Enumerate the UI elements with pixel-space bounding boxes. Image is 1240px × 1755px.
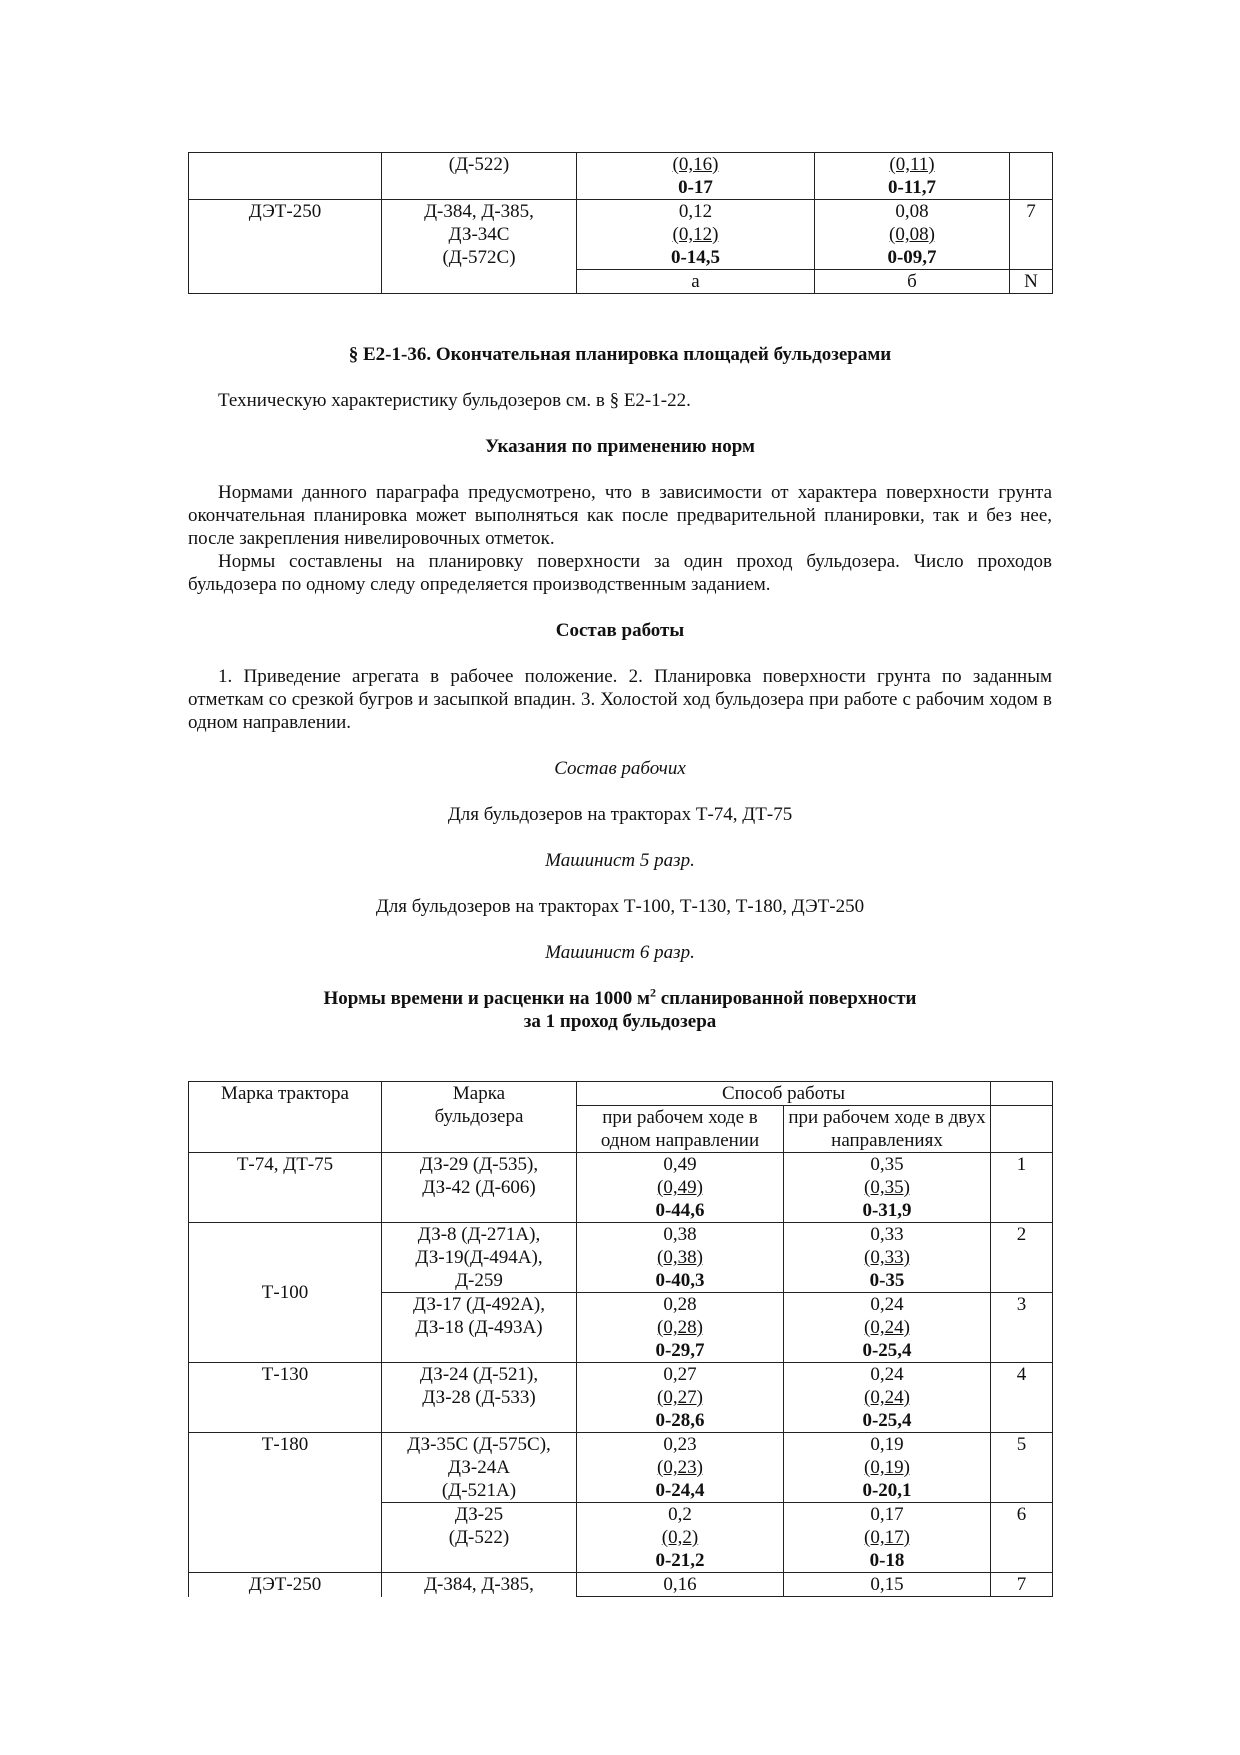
bulldozer-cell: ДЗ-29 (Д-535), ДЗ-42 (Д-606) [382,1153,577,1223]
work-composition-title: Состав работы [555,620,685,641]
header-tractor: Марка трактора [189,1082,382,1153]
workers-group-1: Для бульдозеров на тракторах Т-74, ДТ-75 [447,804,793,825]
tractor-cell [189,153,382,200]
bulldozer-cell: Д-384, Д-385, ДЗ-34С (Д-572С) [382,200,577,294]
value-cell-a: 0,38 (0,38) 0-40,3 [577,1223,784,1293]
workers-group-2: Для бульдозеров на тракторах Т-100, Т-130, Т-180, ДЭТ-250 [375,896,865,917]
tech-reference: Техническую характеристику бульдозеров см. в § Е2-1-22. [218,390,691,411]
row-number-cell: 1 [991,1153,1053,1223]
header-two-directions: при рабочем ходе в двух направлениях [784,1106,991,1153]
bulldozer-cell: ДЗ-24 (Д-521), ДЗ-28 (Д-533) [382,1363,577,1433]
guidelines-paragraph: Нормы составлены на планировку поверхности за один проход бульдозера. Число проходов бульдозера по одному следу определяется производственным заданием. [188,551,1052,595]
guidelines-text [188,481,1052,596]
table-row [189,153,1053,200]
value-cell-a: 0,28 (0,28) 0-29,7 [577,1293,784,1363]
value-cell-b: 0,24 (0,24) 0-25,4 [784,1363,991,1433]
table-row [189,1363,1053,1433]
value-cell-a: 0,23 (0,23) 0-24,4 [577,1433,784,1503]
table-row [189,1153,1053,1223]
row-number-cell: 6 [991,1503,1053,1573]
table-row [189,200,1053,270]
section-title: § Е2-1-36. Окончательная планировка площадей бульдозерами [348,344,892,365]
bulldozer-cell: ДЗ-35С (Д-575С), ДЗ-24А (Д-521А) [382,1433,577,1503]
value-cell-a: 0,49 (0,49) 0-44,6 [577,1153,784,1223]
footer-col-n: N [1010,270,1053,294]
tractor-cell: Т-74, ДТ-75 [189,1153,382,1223]
table-row [189,1223,1053,1293]
value-cell-a: 0,16 [577,1573,784,1597]
norms-table-continuation [188,152,1053,294]
table-header-row [189,1082,1053,1106]
row-number-cell: 4 [991,1363,1053,1433]
value-cell-b: (0,11) 0-11,7 [815,153,1010,200]
row-number-cell: 5 [991,1433,1053,1503]
row-number-cell: 2 [991,1223,1053,1293]
value-cell-b: 0,17 (0,17) 0-18 [784,1503,991,1573]
value-cell-a: 0,2 (0,2) 0-21,2 [577,1503,784,1573]
value-cell-b: 0,19 (0,19) 0-20,1 [784,1433,991,1503]
value-cell-b: 0,15 [784,1573,991,1597]
header-bulldozer: Марка бульдозера [382,1082,577,1153]
bulldozer-cell: (Д-522) [382,153,577,200]
tractor-cell: Т-130 [189,1363,382,1433]
value-cell-b: 0,08 (0,08) 0-09,7 [815,200,1010,270]
bulldozer-cell: ДЗ-17 (Д-492А), ДЗ-18 (Д-493А) [382,1293,577,1363]
footer-col-b: б [815,270,1010,294]
header-method: Способ работы [577,1082,991,1106]
header-number-blank [991,1106,1053,1153]
header-one-direction: при рабочем ходе в одном направлении [577,1106,784,1153]
value-cell-a: (0,16) 0-17 [577,153,815,200]
bulldozer-cell: ДЗ-8 (Д-271А), ДЗ-19(Д-494А), Д-259 [382,1223,577,1293]
bulldozer-cell: ДЗ-25 (Д-522) [382,1503,577,1573]
workers-rank-2: Машинист 6 разр. [545,942,695,963]
footer-col-a: а [577,270,815,294]
workers-rank-1: Машинист 5 разр. [545,850,695,871]
row-number-cell: 7 [1010,200,1053,270]
value-cell-b: 0,24 (0,24) 0-25,4 [784,1293,991,1363]
value-cell-b: 0,35 (0,35) 0-31,9 [784,1153,991,1223]
tractor-cell: Т-180 [189,1433,382,1573]
row-number-cell [1010,153,1053,200]
table-row [189,1573,1053,1597]
value-cell-a: 0,12 (0,12) 0-14,5 [577,200,815,270]
row-number-cell: 3 [991,1293,1053,1363]
row-number-cell: 7 [991,1573,1053,1597]
header-number [991,1082,1053,1106]
bulldozer-cell: Д-384, Д-385, [382,1573,577,1597]
work-composition-text: 1. Приведение агрегата в рабочее положение. 2. Планировка поверхности грунта по заданным отметкам со срезкой бугров и засыпкой впадин. 3. Холостой ход бульдозера при работе с рабочим ходом в одном направлении. [188,666,1052,733]
tractor-cell: Т-100 [189,1223,382,1363]
value-cell-a: 0,27 (0,27) 0-28,6 [577,1363,784,1433]
workers-title: Состав рабочих [554,758,686,779]
guidelines-title: Указания по применению норм [485,436,755,457]
table-row [189,1433,1053,1503]
norms-title: Нормы времени и расценки на 1000 $м^2$ спланированной поверхности за 1 проход бульдозера [323,985,917,1032]
guidelines-paragraph: Нормами данного параграфа предусмотрено, что в зависимости от характера поверхности грунта окончательная планировка может выполняться как после предварительной планировки, так и без нее, после закрепления нивелировочных отметок. [188,482,1052,549]
tractor-cell: ДЭТ-250 [189,1573,382,1597]
value-cell-b: 0,33 (0,33) 0-35 [784,1223,991,1293]
norms-table [188,1081,1053,1597]
tractor-cell: ДЭТ-250 [189,200,382,294]
